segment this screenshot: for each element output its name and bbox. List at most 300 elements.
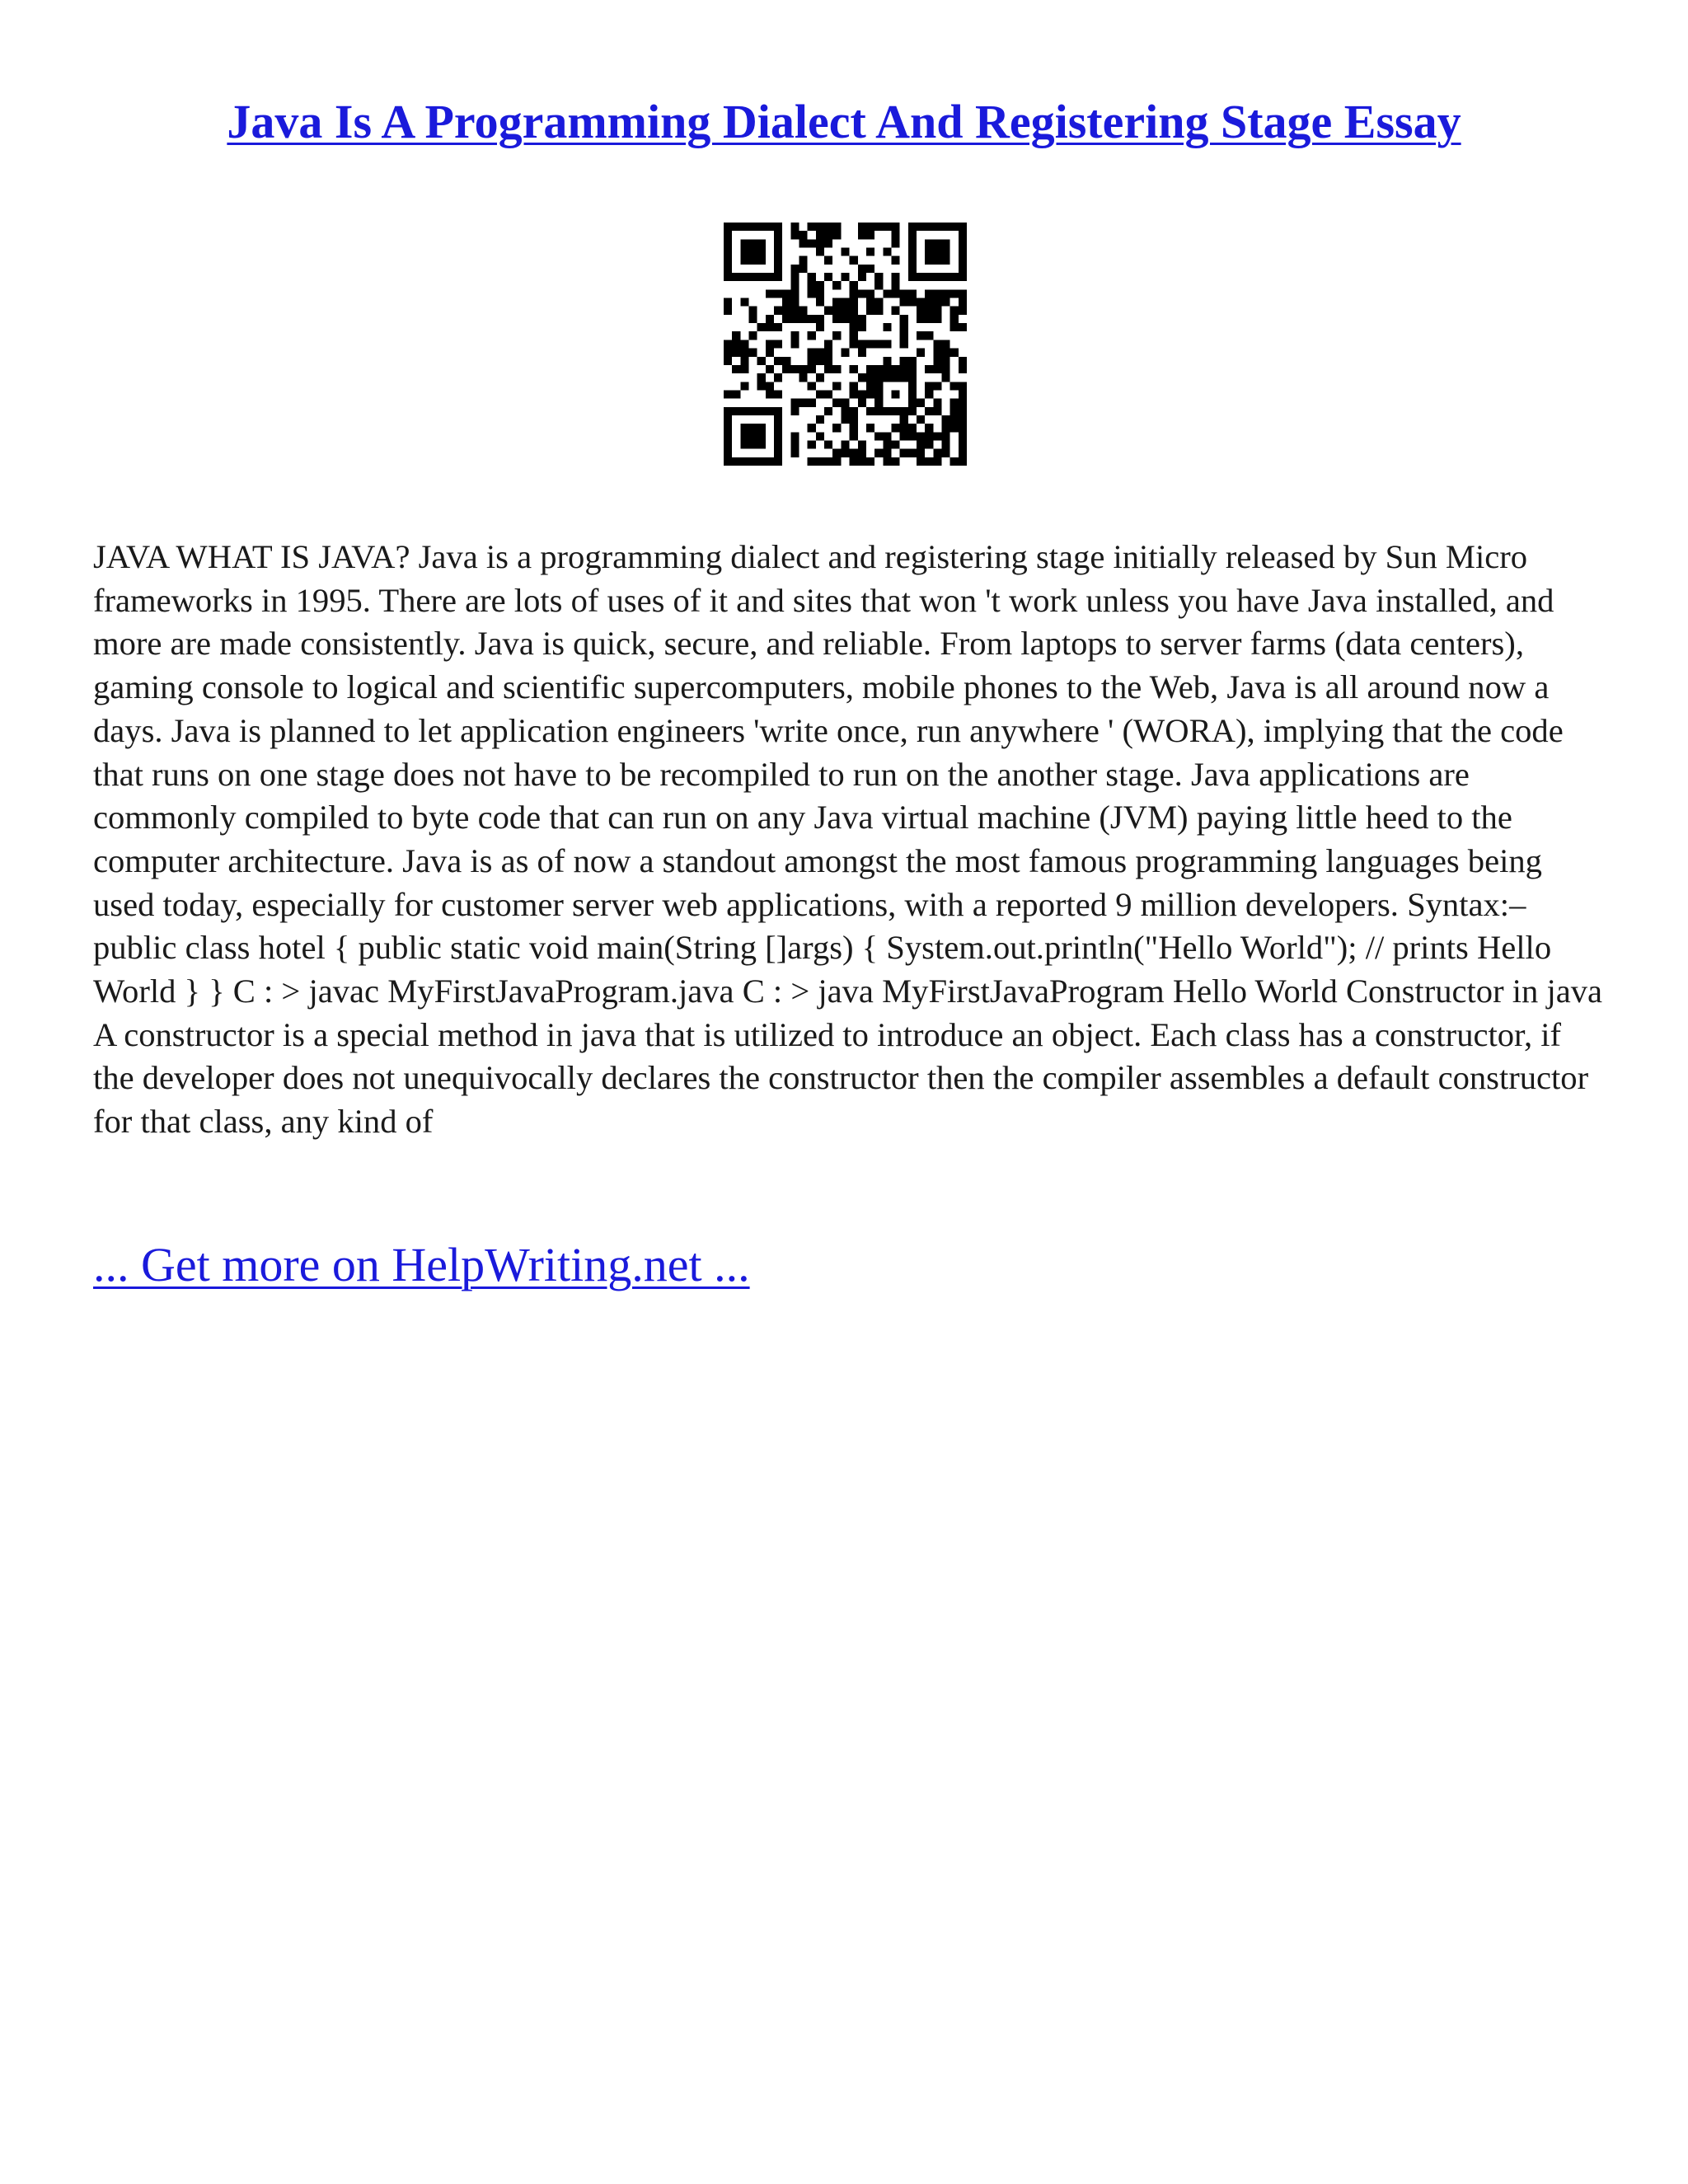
- qr-module: [858, 390, 866, 398]
- qr-module: [850, 365, 858, 373]
- qr-module: [925, 315, 933, 323]
- get-more-link[interactable]: ... Get more on HelpWriting.net ...: [93, 1238, 750, 1291]
- qr-module: [749, 315, 757, 323]
- qr-module: [824, 349, 832, 357]
- qr-module: [724, 265, 732, 273]
- qr-module: [808, 223, 816, 231]
- qr-module: [824, 340, 832, 348]
- qr-module: [850, 256, 858, 265]
- qr-module: [866, 307, 874, 315]
- qr-module: [824, 365, 832, 373]
- qr-module: [900, 340, 908, 348]
- qr-module: [832, 307, 841, 315]
- qr-module: [941, 449, 950, 457]
- qr-module: [766, 382, 774, 390]
- qr-module: [908, 424, 917, 432]
- qr-module: [900, 315, 908, 323]
- qr-module: [950, 289, 959, 298]
- qr-module: [900, 449, 908, 457]
- qr-module: [850, 457, 858, 466]
- qr-module: [858, 265, 866, 273]
- qr-module: [824, 231, 832, 239]
- qr-module: [850, 382, 858, 390]
- qr-module: [740, 357, 748, 365]
- qr-module: [941, 289, 950, 298]
- qr-module: [841, 407, 849, 415]
- qr-module: [874, 340, 883, 348]
- qr-module: [808, 331, 816, 340]
- qr-module: [917, 223, 925, 231]
- qr-module: [874, 273, 883, 281]
- qr-module: [883, 289, 891, 298]
- qr-module: [841, 415, 849, 424]
- qr-module: [749, 440, 757, 448]
- qr-module: [724, 449, 732, 457]
- qr-module: [883, 223, 891, 231]
- qr-module: [724, 273, 732, 281]
- qr-module: [799, 365, 808, 373]
- qr-module: [908, 265, 917, 273]
- qr-module: [790, 440, 799, 448]
- qr-module: [891, 457, 899, 466]
- qr-module: [824, 390, 832, 398]
- qr-module: [917, 307, 925, 315]
- qr-module: [816, 373, 824, 382]
- qr-module: [740, 349, 748, 357]
- qr-module: [933, 449, 941, 457]
- qr-module: [908, 223, 917, 231]
- qr-module: [908, 449, 917, 457]
- qr-module: [808, 457, 816, 466]
- qr-module: [757, 256, 766, 265]
- qr-module: [740, 340, 748, 348]
- qr-module: [790, 223, 799, 231]
- qr-module: [941, 415, 950, 424]
- qr-module: [959, 432, 967, 440]
- qr-module: [740, 273, 748, 281]
- qr-module: [782, 315, 790, 323]
- qr-module: [841, 273, 849, 281]
- qr-module: [933, 382, 941, 390]
- qr-module: [941, 248, 950, 256]
- qr-module: [959, 248, 967, 256]
- qr-module: [824, 357, 832, 365]
- qr-module: [790, 399, 799, 407]
- qr-module: [925, 432, 933, 440]
- qr-module: [925, 382, 933, 390]
- qr-module: [790, 331, 799, 340]
- qr-module: [959, 289, 967, 298]
- qr-module: [908, 298, 917, 307]
- qr-module: [933, 399, 941, 407]
- qr-module: [866, 298, 874, 307]
- qr-module: [850, 307, 858, 315]
- qr-module: [959, 265, 967, 273]
- qr-module: [816, 415, 824, 424]
- qr-module: [732, 273, 740, 281]
- qr-module: [908, 289, 917, 298]
- qr-module: [917, 298, 925, 307]
- qr-module: [799, 307, 808, 315]
- qr-module: [950, 223, 959, 231]
- qr-module: [850, 424, 858, 432]
- qr-module: [959, 357, 967, 365]
- qr-module: [933, 248, 941, 256]
- qr-module: [774, 248, 782, 256]
- qr-module: [866, 248, 874, 256]
- qr-module: [933, 223, 941, 231]
- qr-module: [774, 390, 782, 398]
- qr-module: [808, 365, 816, 373]
- qr-module: [816, 298, 824, 307]
- title-link[interactable]: Java Is A Programming Dialect And Registering Stage Essay: [227, 95, 1461, 148]
- qr-module: [866, 407, 874, 415]
- qr-module: [816, 248, 824, 256]
- qr-module: [917, 432, 925, 440]
- qr-module: [959, 256, 967, 265]
- qr-module: [908, 273, 917, 281]
- qr-module: [883, 365, 891, 373]
- qr-module: [900, 432, 908, 440]
- qr-module: [959, 307, 967, 315]
- qr-module: [757, 424, 766, 432]
- qr-module: [724, 432, 732, 440]
- qr-module: [891, 289, 899, 298]
- qr-module: [749, 307, 757, 315]
- qr-module: [941, 349, 950, 357]
- qr-module: [866, 424, 874, 432]
- qr-module: [824, 256, 832, 265]
- qr-module: [850, 390, 858, 398]
- qr-module: [891, 223, 899, 231]
- qr-module: [774, 256, 782, 265]
- qr-module: [900, 323, 908, 331]
- qr-module: [816, 315, 824, 323]
- qr-module: [740, 248, 748, 256]
- qr-module: [790, 298, 799, 307]
- qr-module: [799, 256, 808, 265]
- qr-module: [841, 399, 849, 407]
- qr-module: [900, 373, 908, 382]
- qr-module: [900, 289, 908, 298]
- qr-module: [832, 281, 841, 289]
- qr-module: [732, 340, 740, 348]
- qr-module: [740, 457, 748, 466]
- qr-module: [799, 239, 808, 247]
- qr-module: [774, 432, 782, 440]
- qr-module: [774, 449, 782, 457]
- qr-module: [740, 440, 748, 448]
- qr-module: [933, 273, 941, 281]
- qr-module: [858, 449, 866, 457]
- qr-module: [883, 248, 891, 256]
- qr-module: [891, 239, 899, 247]
- qr-module: [925, 390, 933, 398]
- qr-module: [959, 223, 967, 231]
- qr-module: [858, 399, 866, 407]
- qr-module: [766, 323, 774, 331]
- qr-module: [941, 298, 950, 307]
- qr-module: [908, 365, 917, 373]
- qr-module: [917, 399, 925, 407]
- qr-module: [933, 349, 941, 357]
- qr-module: [824, 407, 832, 415]
- qr-module: [925, 239, 933, 247]
- qr-module: [841, 440, 849, 448]
- qr-module: [749, 432, 757, 440]
- qr-module: [850, 449, 858, 457]
- qr-module: [908, 373, 917, 382]
- qr-module: [808, 399, 816, 407]
- qr-module: [959, 365, 967, 373]
- qr-module: [850, 289, 858, 298]
- qr-module: [933, 432, 941, 440]
- qr-module: [858, 340, 866, 348]
- qr-module: [900, 424, 908, 432]
- qr-module: [858, 440, 866, 448]
- qr-module: [891, 440, 899, 448]
- qr-module: [774, 231, 782, 239]
- qr-module: [724, 415, 732, 424]
- qr-module: [774, 424, 782, 432]
- qr-module: [740, 298, 748, 307]
- qr-module: [866, 365, 874, 373]
- qr-module: [782, 298, 790, 307]
- qr-module: [799, 399, 808, 407]
- qr-module: [933, 239, 941, 247]
- qr-module: [925, 289, 933, 298]
- qr-module: [749, 256, 757, 265]
- qr-module: [858, 273, 866, 281]
- qr-module: [908, 382, 917, 390]
- qr-module: [850, 323, 858, 331]
- qr-module: [724, 239, 732, 247]
- qr-module: [808, 289, 816, 298]
- qr-module: [724, 357, 732, 365]
- qr-module: [908, 256, 917, 265]
- qr-module: [841, 248, 849, 256]
- qr-module: [732, 407, 740, 415]
- qr-module: [933, 315, 941, 323]
- qr-module: [959, 298, 967, 307]
- qr-module: [832, 457, 841, 466]
- qr-module: [774, 357, 782, 365]
- qr-module: [816, 457, 824, 466]
- qr-module: [740, 365, 748, 373]
- qr-module: [850, 315, 858, 323]
- qr-module: [808, 382, 816, 390]
- qr-module: [757, 239, 766, 247]
- qr-module: [757, 382, 766, 390]
- qr-module: [850, 281, 858, 289]
- qr-module: [749, 239, 757, 247]
- qr-module: [774, 407, 782, 415]
- qr-module: [925, 256, 933, 265]
- qr-module: [941, 223, 950, 231]
- qr-module: [757, 357, 766, 365]
- qr-module: [816, 289, 824, 298]
- qr-module: [724, 390, 732, 398]
- qr-module: [724, 440, 732, 448]
- qr-module: [740, 432, 748, 440]
- qr-module: [908, 239, 917, 247]
- qr-module: [732, 457, 740, 466]
- qr-module: [790, 265, 799, 273]
- qr-module: [874, 223, 883, 231]
- qr-module: [816, 357, 824, 365]
- qr-module: [757, 457, 766, 466]
- qr-module: [925, 273, 933, 281]
- qr-module: [959, 382, 967, 390]
- qr-module: [766, 223, 774, 231]
- qr-module: [732, 390, 740, 398]
- qr-module: [749, 457, 757, 466]
- qr-module: [774, 307, 782, 315]
- qr-module: [925, 223, 933, 231]
- qr-module: [782, 365, 790, 373]
- qr-module: [749, 407, 757, 415]
- qr-module: [850, 415, 858, 424]
- qr-module: [950, 399, 959, 407]
- qr-module: [724, 231, 732, 239]
- qr-module: [799, 231, 808, 239]
- qr-module: [850, 331, 858, 340]
- qr-module: [917, 273, 925, 281]
- qr-module: [816, 390, 824, 398]
- essay-body-text: JAVA WHAT IS JAVA? Java is a programming dialect and registering stage initially released by Sun Micro frameworks in 1995. There are lots of uses of it and sites that won 't work unless you have Java installed, and more are made consistently. Java is quick, secure, and reliable. From laptops to server farms (data centers), gaming console to logical and scientific supercomputers, mobile phones to the Web, Java is all around now a days. Java is planned to let application engineers 'write once, run anywhere ' (WORA), implying that the code that runs on one stage does not have to be recompiled to run on the another stage. Java applications are commonly compiled to byte code that can run on any Java virtual machine (JVM) paying little heed to the computer architecture. Java is as of now a standout amongst the most famous programming languages being used today, especially for customer server web applications, with a reported 9 million developers. Syntax:– public class hotel { public static void main(String []args) { System.out.println("Hello World"); // prints Hello World } } C : > javac MyFirstJavaProgram.java C : > java MyFirstJavaProgram Hello World Constructor in java A constructor is a special method in java that is utilized to introduce an object. Each class has a constructor, if the developer does not unequivocally declares the constructor then the compiler assembles a default constructor for that class, any kind of: [93, 538, 1603, 1141]
- qr-module: [832, 365, 841, 373]
- qr-module: [917, 440, 925, 448]
- qr-module: [917, 315, 925, 323]
- qr-module: [749, 248, 757, 256]
- qr-module: [816, 323, 824, 331]
- qr-module: [740, 239, 748, 247]
- qr-module: [732, 331, 740, 340]
- qr-module: [908, 390, 917, 398]
- qr-module: [908, 248, 917, 256]
- qr-module: [941, 440, 950, 448]
- qr-module: [950, 382, 959, 390]
- qr-module: [874, 407, 883, 415]
- qr-module: [858, 231, 866, 239]
- qr-module: [933, 365, 941, 373]
- qr-module: [866, 265, 874, 273]
- qr-module: [933, 289, 941, 298]
- qr-module: [925, 298, 933, 307]
- qr-module: [740, 223, 748, 231]
- qr-module: [841, 349, 849, 357]
- qr-module: [891, 390, 899, 398]
- qr-module: [774, 223, 782, 231]
- qr-module: [883, 373, 891, 382]
- qr-module: [749, 331, 757, 340]
- qr-module: [874, 307, 883, 315]
- qr-module: [782, 357, 790, 365]
- qr-module: [757, 373, 766, 382]
- qr-module: [959, 424, 967, 432]
- qr-module: [933, 307, 941, 315]
- qr-module: [799, 373, 808, 382]
- qr-module: [824, 457, 832, 466]
- qr-module: [883, 457, 891, 466]
- qr-module: [757, 407, 766, 415]
- qr-module: [933, 340, 941, 348]
- qr-module: [908, 432, 917, 440]
- qr-module: [900, 357, 908, 365]
- qr-module: [858, 349, 866, 357]
- qr-module: [724, 307, 732, 315]
- qr-module: [749, 349, 757, 357]
- qr-module: [832, 449, 841, 457]
- qr-module: [883, 449, 891, 457]
- qr-module: [866, 289, 874, 298]
- qr-module: [766, 315, 774, 323]
- qr-module: [766, 407, 774, 415]
- qr-module: [858, 373, 866, 382]
- qr-module: [724, 340, 732, 348]
- qr-module: [900, 407, 908, 415]
- qr-module: [950, 273, 959, 281]
- qr-module: [959, 231, 967, 239]
- qr-module: [941, 424, 950, 432]
- qr-module: [917, 449, 925, 457]
- qr-module: [891, 231, 899, 239]
- qr-module: [832, 382, 841, 390]
- qr-module: [917, 415, 925, 424]
- qr-module: [850, 407, 858, 415]
- qr-module: [816, 223, 824, 231]
- qr-module: [950, 457, 959, 466]
- qr-module: [766, 340, 774, 348]
- qr-module: [900, 365, 908, 373]
- qr-module: [950, 424, 959, 432]
- qr-module: [917, 331, 925, 340]
- qr-module: [824, 273, 832, 281]
- qr-module: [925, 457, 933, 466]
- qr-module: [933, 457, 941, 466]
- qr-module: [891, 256, 899, 265]
- qr-module: [816, 432, 824, 440]
- qr-module: [941, 432, 950, 440]
- qr-module: [874, 281, 883, 289]
- qr-module: [950, 307, 959, 315]
- qr-module: [858, 289, 866, 298]
- qr-module: [832, 315, 841, 323]
- qr-module: [959, 449, 967, 457]
- qr-module: [749, 273, 757, 281]
- qr-module: [959, 390, 967, 398]
- qr-module: [790, 273, 799, 281]
- page-title: [0, 89, 1688, 155]
- qr-module: [774, 265, 782, 273]
- qr-module: [766, 390, 774, 398]
- qr-module: [740, 256, 748, 265]
- qr-module: [766, 365, 774, 373]
- qr-module: [724, 424, 732, 432]
- qr-module: [732, 223, 740, 231]
- qr-module: [925, 407, 933, 415]
- qr-module: [774, 457, 782, 466]
- qr-module: [790, 231, 799, 239]
- qr-module: [749, 223, 757, 231]
- qr-module: [757, 440, 766, 448]
- qr-module: [858, 223, 866, 231]
- qr-module: [790, 289, 799, 298]
- qr-module: [808, 440, 816, 448]
- qr-module: [908, 357, 917, 365]
- qr-module: [757, 273, 766, 281]
- qr-module: [908, 231, 917, 239]
